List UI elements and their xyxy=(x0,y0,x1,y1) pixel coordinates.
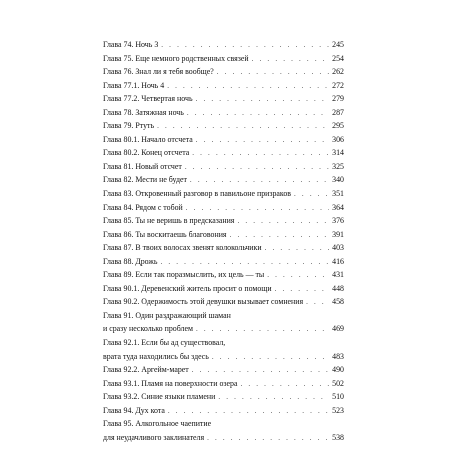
toc-leader-dots xyxy=(267,269,329,283)
toc-leader-dots xyxy=(275,283,330,297)
toc-leader-dots xyxy=(192,364,329,378)
toc-entry-page: 314 xyxy=(332,148,344,158)
toc-leader-dots xyxy=(212,351,329,365)
toc-entry-page: 245 xyxy=(332,40,344,49)
toc-entry xyxy=(103,309,344,323)
toc-entry-page: 538 xyxy=(332,432,344,442)
toc-entry-page: 431 xyxy=(332,270,344,280)
toc-entry-title: Глава 80.2. Конец отсчета xyxy=(103,148,190,158)
toc-entry xyxy=(103,160,344,174)
toc-entry-page: 448 xyxy=(332,283,344,293)
toc-entry xyxy=(103,350,344,364)
toc-entry-title: Глава 90.1. Деревенский житель просит о помощи xyxy=(103,283,272,293)
toc-entry xyxy=(103,92,344,106)
toc-entry-title: Глава 76. Знал ли я тебя вообще? xyxy=(103,67,214,77)
toc-leader-dots xyxy=(294,188,329,202)
toc-entry xyxy=(103,228,344,242)
toc-entry xyxy=(103,431,344,445)
toc-entry-page: 364 xyxy=(332,202,344,212)
toc-entry-title: Глава 80.1. Начало отсчета xyxy=(103,134,193,144)
toc-entry xyxy=(103,106,344,120)
toc-entry xyxy=(103,241,344,255)
toc-leader-dots xyxy=(192,147,329,161)
toc-entry xyxy=(103,268,344,282)
toc-leader-dots xyxy=(168,405,329,419)
toc-entry xyxy=(103,282,344,296)
toc-entry-page: 325 xyxy=(332,161,344,171)
toc-entry-page: 510 xyxy=(332,392,344,402)
toc-leader-dots xyxy=(237,215,329,229)
toc-entry-title: Глава 92.2. Аргейм-марет xyxy=(103,365,189,375)
toc-entry xyxy=(103,146,344,160)
toc-entry-page: 279 xyxy=(332,94,344,104)
toc-entry-page: 490 xyxy=(332,365,344,375)
toc-leader-dots xyxy=(265,242,330,256)
toc-entry xyxy=(103,255,344,269)
toc-entry xyxy=(103,65,344,79)
toc-leader-dots xyxy=(161,39,329,53)
toc-entry-title: Глава 78. Затяжная ночь xyxy=(103,107,184,117)
toc-entry-title: и сразу несколько проблем xyxy=(103,324,193,334)
toc-entry-title: Глава 77.1. Ночь 4 xyxy=(103,80,165,90)
toc-entry-page: 458 xyxy=(332,297,344,307)
toc-leader-dots xyxy=(196,323,329,337)
toc-entry xyxy=(103,295,344,309)
toc-leader-dots xyxy=(252,53,330,67)
toc-entry-title: Глава 87. В твоих волосах звенят колокольчики xyxy=(103,243,262,253)
toc-entry xyxy=(103,133,344,147)
toc-entry xyxy=(103,417,344,431)
toc-leader-dots xyxy=(190,174,329,188)
toc-entry-page: 469 xyxy=(332,324,344,334)
toc-entry xyxy=(103,404,344,418)
toc-leader-dots xyxy=(167,80,329,94)
toc-entry-title: Глава 88. Дрожь xyxy=(103,256,158,266)
toc-entry xyxy=(103,201,344,215)
toc-entry-title: Глава 90.2. Одержимость этой девушки вызывает сомнения xyxy=(103,297,304,307)
toc-entry xyxy=(103,119,344,133)
toc-entry-title: Глава 81. Новый отсчет xyxy=(103,161,182,171)
toc-leader-dots xyxy=(185,161,329,175)
toc-leader-dots xyxy=(218,391,329,405)
toc-entry-page: 287 xyxy=(332,107,344,117)
toc-leader-dots xyxy=(157,120,329,134)
toc-entry-page: 403 xyxy=(332,243,344,253)
toc-leader-dots xyxy=(306,296,329,310)
toc-entry xyxy=(103,187,344,201)
toc-entry-title: Глава 84. Рядом с тобой xyxy=(103,202,183,212)
toc-leader-dots xyxy=(217,66,329,80)
toc-entry-title: Глава 86. Ты воскитаешь благовония xyxy=(103,229,227,239)
toc-entry-title: Глава 93.2. Синие языки пламени xyxy=(103,392,216,402)
toc-leader-dots xyxy=(196,134,329,148)
toc-entry-title: Глава 92.1. Если бы ад существовал, xyxy=(103,338,226,348)
toc-entry-page: 272 xyxy=(332,80,344,90)
toc-entry-page: 295 xyxy=(332,121,344,131)
toc-entry xyxy=(103,79,344,93)
toc-entry-page: 306 xyxy=(332,134,344,144)
toc-leader-dots xyxy=(160,256,329,270)
toc-entry-page: 483 xyxy=(332,351,344,361)
toc-entry-title: врата туда находились бы здесь xyxy=(103,351,209,361)
toc-entry xyxy=(103,363,344,377)
toc-entry-page: 416 xyxy=(332,256,344,266)
toc-entry xyxy=(103,38,344,52)
toc-entry xyxy=(103,214,344,228)
toc-entry-title: Глава 74. Ночь 3 xyxy=(103,40,159,49)
toc-leader-dots xyxy=(240,378,329,392)
table-of-contents xyxy=(103,38,344,444)
toc-entry-title: Глава 95. Алкогольное чаепитие xyxy=(103,419,212,429)
toc-entry-title: Глава 83. Откровенный разговор в павильоне призраков xyxy=(103,189,292,199)
toc-leader-dots xyxy=(196,93,330,107)
toc-entry-title: Глава 75. Еще немного родственных связей xyxy=(103,53,249,63)
toc-entry-title: Глава 85. Ты не веришь в предсказания xyxy=(103,216,235,226)
toc-entry-title: Глава 82. Мести не будет xyxy=(103,175,187,185)
toc-entry-page: 502 xyxy=(332,378,344,388)
toc-entry-title: Глава 93.1. Пламя на поверхности озера xyxy=(103,378,238,388)
toc-leader-dots xyxy=(207,432,329,446)
toc-entry-page: 523 xyxy=(332,405,344,415)
toc-entry-title: для неудачливого заклинателя xyxy=(103,432,205,442)
toc-entry xyxy=(103,377,344,391)
toc-entry-page: 254 xyxy=(332,53,344,63)
toc-leader-dots xyxy=(230,229,330,243)
toc-leader-dots xyxy=(187,107,329,121)
toc-entry-page: 391 xyxy=(332,229,344,239)
toc-entry xyxy=(103,322,344,336)
toc-entry-title: Глава 89. Если так поразмыслить, их цель — ты xyxy=(103,270,265,280)
toc-entry xyxy=(103,390,344,404)
toc-entry-page: 340 xyxy=(332,175,344,185)
toc-entry-title: Глава 94. Дух кота xyxy=(103,405,165,415)
toc-entry-page: 351 xyxy=(332,189,344,199)
toc-entry-title: Глава 79. Ртуть xyxy=(103,121,155,131)
toc-entry xyxy=(103,336,344,350)
toc-entry-title: Глава 77.2. Четвертая ночь xyxy=(103,94,193,104)
toc-entry-page: 262 xyxy=(332,67,344,77)
toc-entry-title: Глава 91. Один раздражающий шаман xyxy=(103,310,231,320)
toc-leader-dots xyxy=(186,202,329,216)
toc-entry xyxy=(103,52,344,66)
toc-entry-page: 376 xyxy=(332,216,344,226)
toc-entry xyxy=(103,173,344,187)
